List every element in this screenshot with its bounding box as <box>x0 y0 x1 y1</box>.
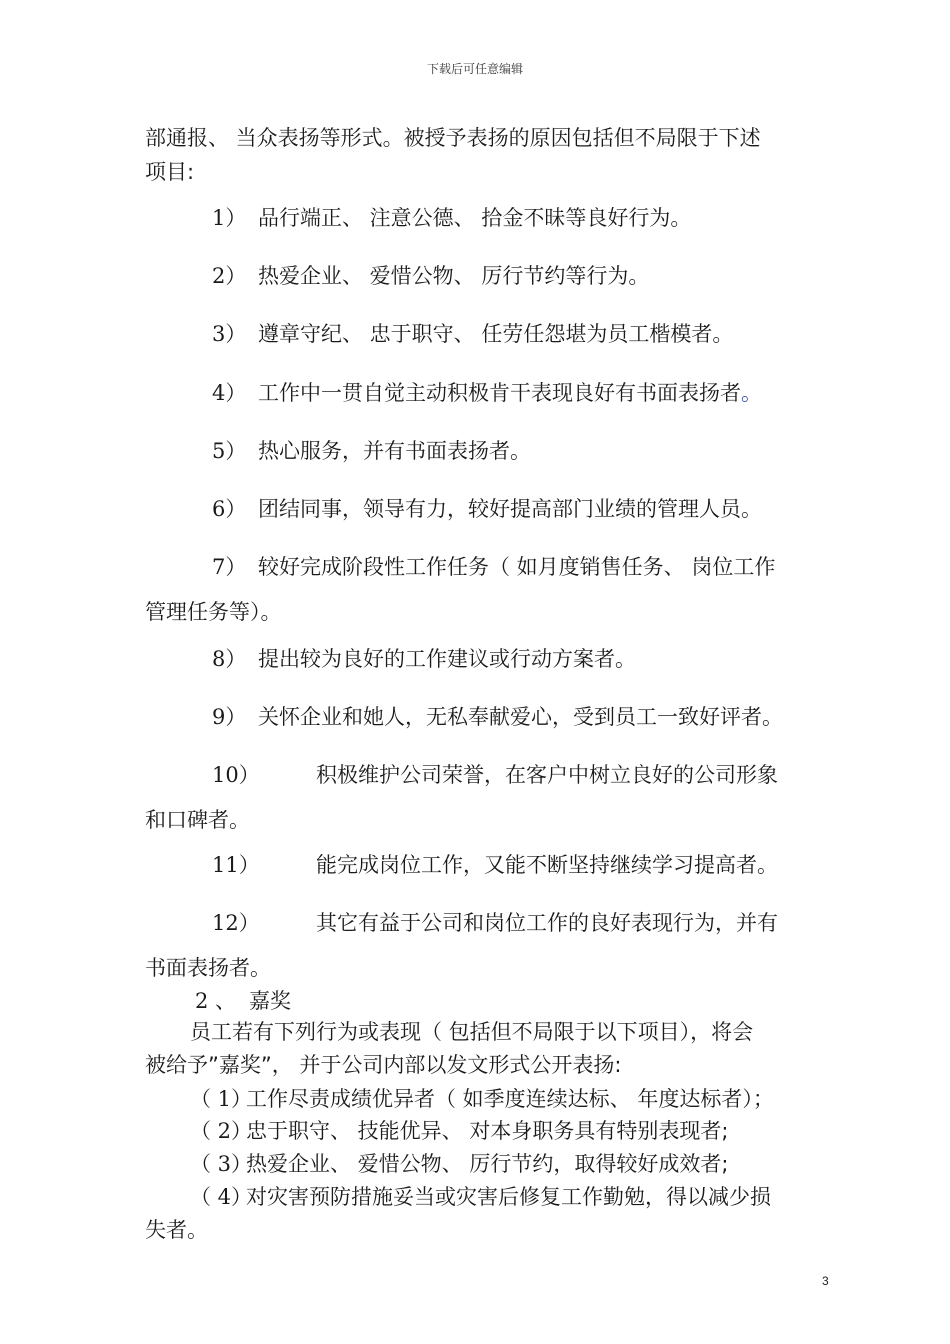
item-number: 5） <box>212 439 247 463</box>
item-text: 热爱企业、 爱惜公物、 厉行节约，取得较好成效者; <box>246 1152 729 1176</box>
item-number: 9） <box>212 705 247 729</box>
item-text: 积极维护公司荣誉，在客户中树立良好的公司形象 <box>316 763 778 787</box>
section-title: 嘉奖 <box>249 989 291 1013</box>
intro-line-2: 项目: <box>145 160 195 184</box>
item-text: 关怀企业和她人，无私奉献爱心，受到员工一致好评者。 <box>258 705 783 729</box>
section-heading <box>195 987 291 1015</box>
item-number: 11） <box>212 853 260 877</box>
item-text: 热心服务，并有书面表扬者。 <box>258 439 531 463</box>
list-item <box>190 1085 774 1113</box>
item-text: 提出较为良好的工作建议或行动方案者。 <box>258 647 636 671</box>
item-text: 品行端正、 注意公德、 拾金不昧等良好行为。 <box>258 206 692 230</box>
item-number: （ 2） <box>190 1119 253 1143</box>
list-item <box>212 262 649 290</box>
item-text: 遵章守纪、 忠于职守、 任劳任怨堪为员工楷模者。 <box>258 322 734 346</box>
item-text: 忠于职守、 技能优异、 对本身职务具有特别表现者; <box>246 1119 729 1143</box>
item-text: 工作尽责成绩优异者（ 如季度连续达标、 年度达标者）； <box>246 1087 774 1111</box>
item-text: 较好完成阶段性工作任务（ 如月度销售任务、 岗位工作 <box>258 555 776 579</box>
item-number: 10） <box>212 763 260 787</box>
intro-line-1: 部通报、 当众表扬等形式。被授予表扬的原因包括但不局限于下述 <box>145 126 761 150</box>
item-number: 12） <box>212 911 260 935</box>
section-para-line-1: 员工若有下列行为或表现（ 包括但不局限于以下项目），将会 <box>190 1020 754 1044</box>
item-number: （ 4） <box>190 1185 253 1209</box>
item-text: 能完成岗位工作，又能不断坚持继续学习提高者。 <box>316 853 778 877</box>
list-item <box>212 437 531 465</box>
item-text: 团结同事，领导有力，较好提高部门业绩的管理人员。 <box>258 497 762 521</box>
item-text-end: 。 <box>741 381 762 405</box>
list-item <box>190 1150 728 1178</box>
item-text: 工作中一贯自觉主动积极肯干表现良好有书面表扬者 <box>258 381 741 405</box>
item-continuation: 和口碑者。 <box>145 808 250 832</box>
page-header: 下载后可任意编辑 <box>426 62 523 76</box>
section-number: 2 、 <box>195 989 237 1013</box>
list-item <box>212 703 783 731</box>
list-item <box>190 1117 728 1145</box>
list-item <box>212 553 775 581</box>
list-item <box>190 1183 771 1211</box>
list-item <box>212 204 691 232</box>
item-text: 其它有益于公司和岗位工作的良好表现行为，并有 <box>316 911 778 935</box>
item-continuation: 失者。 <box>145 1218 208 1242</box>
item-number: 1） <box>212 206 247 230</box>
page-number: 3 <box>822 1274 829 1288</box>
section-para-line-2: 被给予”嘉奖”， 并于公司内部以发文形式公开表扬: <box>145 1053 622 1077</box>
item-number: （ 1） <box>190 1087 253 1111</box>
item-number: 6） <box>212 497 247 521</box>
list-item <box>212 761 778 789</box>
item-text: 热爱企业、 爱惜公物、 厉行节约等行为。 <box>258 264 650 288</box>
list-item <box>212 320 733 348</box>
item-text: 对灾害预防措施妥当或灾害后修复工作勤勉，得以减少损 <box>246 1185 771 1209</box>
list-item <box>212 379 762 407</box>
item-number: 3） <box>212 322 247 346</box>
list-item <box>212 495 762 523</box>
list-item <box>212 851 778 879</box>
list-item <box>212 645 636 673</box>
item-number: 4） <box>212 381 247 405</box>
list-item <box>212 909 778 937</box>
item-number: 7） <box>212 555 247 579</box>
item-number: （ 3） <box>190 1152 253 1176</box>
item-continuation: 书面表扬者。 <box>145 956 271 980</box>
item-continuation: 管理任务等）。 <box>145 600 282 624</box>
item-number: 2） <box>212 264 247 288</box>
item-number: 8） <box>212 647 247 671</box>
